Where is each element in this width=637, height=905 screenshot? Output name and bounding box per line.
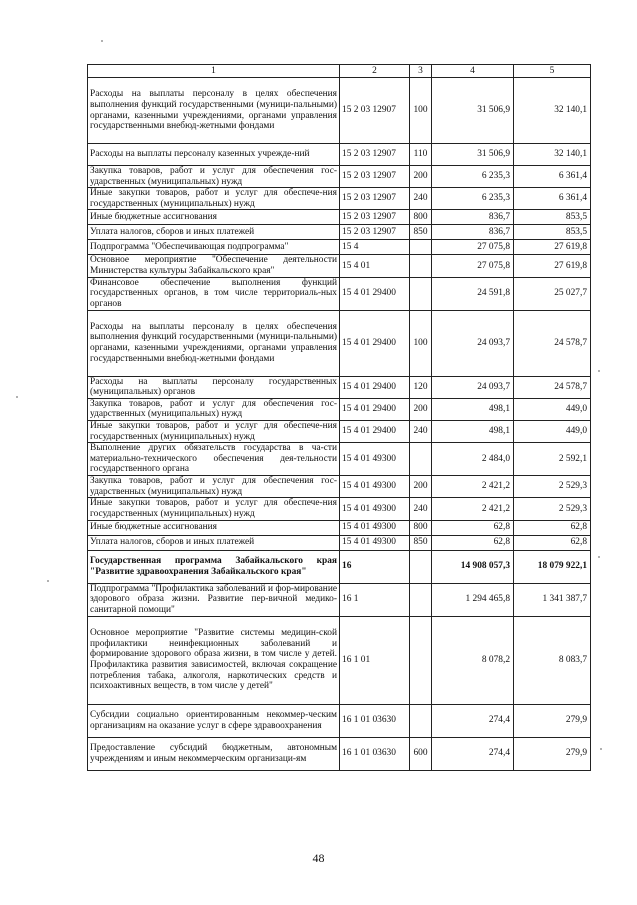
row-name: Подпрограмма "Профилактика заболеваний и фор-мирование здорового образа жизни. Развитие пер-вичной медико-санитарной помощи" — [88, 583, 340, 616]
row-name: Иные закупки товаров, работ и услуг для обеспече-ния государственных (муниципальных) нужд — [88, 420, 340, 442]
row-amount-year2: 27 619,8 — [514, 240, 591, 255]
row-amount-year1: 14 908 057,3 — [432, 550, 514, 583]
row-vr — [410, 255, 432, 277]
row-amount-year2: 2 529,3 — [514, 498, 591, 520]
row-vr — [410, 240, 432, 255]
row-name: Основное мероприятие "Развитие системы медицин-ской профилактики неинфекционных заболеваний и формирование здорового образа жизни, в том числе у детей. Профилактика развития зависимостей, включая сокращение потребления табака, алкоголя, наркотических средств и психоактивных веществ, в том числе у детей" — [88, 616, 340, 704]
row-code: 15 4 01 29400 — [340, 310, 410, 376]
row-name: Закупка товаров, работ и услуг для обеспечения гос-ударственных (муниципальных) нужд — [88, 476, 340, 498]
row-amount-year1: 31 506,9 — [432, 78, 514, 144]
row-amount-year2: 32 140,1 — [514, 144, 591, 166]
row-code: 15 2 03 12907 — [340, 78, 410, 144]
row-amount-year2: 279,9 — [514, 704, 591, 737]
table-row — [88, 704, 591, 737]
scan-speck — [16, 396, 18, 398]
row-vr — [410, 616, 432, 704]
row-name: Предоставление субсидий бюджетным, автономным учреждениям и иным некоммерческим организаци-ям — [88, 737, 340, 770]
row-amount-year2: 18 079 922,1 — [514, 550, 591, 583]
header-col-code: 2 — [340, 65, 410, 78]
row-name: Субсидии социально ориентированным некоммер-ческим организациям на оказание услуг в сфере здравоохранения — [88, 704, 340, 737]
table-row — [88, 476, 591, 498]
row-amount-year1: 24 093,7 — [432, 376, 514, 398]
row-code: 15 4 01 29400 — [340, 398, 410, 420]
row-name: Иные закупки товаров, работ и услуг для обеспече-ния государственных (муниципальных) нужд — [88, 498, 340, 520]
row-code: 15 2 03 12907 — [340, 144, 410, 166]
row-code: 15 4 01 49300 — [340, 520, 410, 535]
table-row — [88, 616, 591, 704]
row-code: 15 2 03 12907 — [340, 225, 410, 240]
row-vr: 600 — [410, 737, 432, 770]
scan-speck — [600, 748, 602, 750]
row-vr — [410, 583, 432, 616]
row-code: 15 2 03 12907 — [340, 166, 410, 188]
row-vr: 850 — [410, 535, 432, 550]
row-amount-year2: 8 083,7 — [514, 616, 591, 704]
row-amount-year1: 274,4 — [432, 737, 514, 770]
budget-sheet — [87, 64, 590, 771]
row-amount-year2: 449,0 — [514, 420, 591, 442]
row-vr: 800 — [410, 210, 432, 225]
page-number: 48 — [312, 851, 325, 865]
budget-table — [87, 64, 591, 771]
row-vr — [410, 443, 432, 476]
row-code: 15 4 01 49300 — [340, 443, 410, 476]
row-amount-year1: 2 484,0 — [432, 443, 514, 476]
row-name: Расходы на выплаты персоналу казенных учрежде-ний — [88, 144, 340, 166]
row-code: 16 1 — [340, 583, 410, 616]
budget-table-body — [88, 65, 591, 771]
row-amount-year2: 62,8 — [514, 535, 591, 550]
table-row — [88, 225, 591, 240]
table-row — [88, 583, 591, 616]
row-code: 15 2 03 12907 — [340, 188, 410, 210]
row-amount-year2: 32 140,1 — [514, 78, 591, 144]
row-amount-year2: 449,0 — [514, 398, 591, 420]
table-row — [88, 310, 591, 376]
row-amount-year1: 1 294 465,8 — [432, 583, 514, 616]
row-vr: 110 — [410, 144, 432, 166]
row-amount-year2: 24 578,7 — [514, 310, 591, 376]
row-amount-year2: 6 361,4 — [514, 188, 591, 210]
table-row — [88, 498, 591, 520]
row-vr — [410, 704, 432, 737]
table-header-row — [88, 65, 591, 78]
table-row — [88, 550, 591, 583]
row-vr: 100 — [410, 78, 432, 144]
row-vr: 200 — [410, 398, 432, 420]
row-code: 16 1 01 03630 — [340, 704, 410, 737]
row-amount-year2: 853,5 — [514, 225, 591, 240]
row-code: 15 4 — [340, 240, 410, 255]
row-name: Финансовое обеспечение выполнения функций государственных органов, в том числе территориаль-ных органов — [88, 277, 340, 310]
row-amount-year1: 6 235,3 — [432, 188, 514, 210]
row-amount-year1: 62,8 — [432, 520, 514, 535]
row-code: 15 4 01 29400 — [340, 376, 410, 398]
table-row — [88, 78, 591, 144]
row-amount-year2: 2 592,1 — [514, 443, 591, 476]
row-code: 15 4 01 49300 — [340, 535, 410, 550]
row-amount-year1: 2 421,2 — [432, 476, 514, 498]
row-name: Выполнение других обязательств государства в ча-сти материально-технического обеспечения дея-тельности государственного органа — [88, 443, 340, 476]
row-amount-year2: 6 361,4 — [514, 166, 591, 188]
row-vr: 200 — [410, 476, 432, 498]
header-col-year2: 5 — [514, 65, 591, 78]
scan-speck — [47, 580, 49, 582]
row-name: Расходы на выплаты персоналу государственных (муниципальных) органов — [88, 376, 340, 398]
row-name: Закупка товаров, работ и услуг для обеспечения гос-ударственных (муниципальных) нужд — [88, 398, 340, 420]
header-col-vr: 3 — [410, 65, 432, 78]
row-amount-year1: 2 421,2 — [432, 498, 514, 520]
table-row — [88, 277, 591, 310]
table-row — [88, 420, 591, 442]
row-amount-year1: 27 075,8 — [432, 255, 514, 277]
row-name: Государственная программа Забайкальского края "Развитие здравоохранения Забайкальского края" — [88, 550, 340, 583]
row-amount-year2: 62,8 — [514, 520, 591, 535]
row-vr: 850 — [410, 225, 432, 240]
row-amount-year2: 24 578,7 — [514, 376, 591, 398]
row-vr — [410, 550, 432, 583]
table-row — [88, 144, 591, 166]
row-amount-year2: 25 027,7 — [514, 277, 591, 310]
row-vr: 100 — [410, 310, 432, 376]
row-name: Уплата налогов, сборов и иных платежей — [88, 225, 340, 240]
table-row — [88, 520, 591, 535]
table-row — [88, 166, 591, 188]
row-amount-year1: 498,1 — [432, 398, 514, 420]
table-row — [88, 210, 591, 225]
scan-speck — [101, 40, 103, 42]
row-vr: 800 — [410, 520, 432, 535]
header-col-name: 1 — [88, 65, 340, 78]
row-amount-year1: 498,1 — [432, 420, 514, 442]
row-vr: 120 — [410, 376, 432, 398]
row-amount-year1: 274,4 — [432, 704, 514, 737]
row-amount-year1: 6 235,3 — [432, 166, 514, 188]
row-amount-year1: 836,7 — [432, 210, 514, 225]
row-amount-year2: 2 529,3 — [514, 476, 591, 498]
row-vr: 200 — [410, 166, 432, 188]
row-code: 16 1 01 — [340, 616, 410, 704]
row-code: 15 4 01 49300 — [340, 476, 410, 498]
table-row — [88, 376, 591, 398]
table-row — [88, 240, 591, 255]
row-name: Расходы на выплаты персоналу в целях обеспечения выполнения функций государственными (муници-пальными) органами, казенными учреждениями, органами управления государственными внебюд-жетными фондами — [88, 310, 340, 376]
row-name: Иные закупки товаров, работ и услуг для обеспече-ния государственных (муниципальных) нужд — [88, 188, 340, 210]
row-code: 15 4 01 — [340, 255, 410, 277]
row-amount-year2: 279,9 — [514, 737, 591, 770]
row-name: Иные бюджетные ассигнования — [88, 210, 340, 225]
row-code: 15 4 01 49300 — [340, 498, 410, 520]
row-amount-year2: 853,5 — [514, 210, 591, 225]
row-vr: 240 — [410, 188, 432, 210]
row-vr: 240 — [410, 420, 432, 442]
row-amount-year1: 24 591,8 — [432, 277, 514, 310]
table-row — [88, 255, 591, 277]
scan-speck — [598, 556, 600, 558]
row-vr: 240 — [410, 498, 432, 520]
row-amount-year1: 27 075,8 — [432, 240, 514, 255]
row-amount-year1: 24 093,7 — [432, 310, 514, 376]
row-amount-year1: 836,7 — [432, 225, 514, 240]
row-name: Расходы на выплаты персоналу в целях обеспечения выполнения функций государственными (муници-пальными) органами, казенными учреждениями, органами управления государственными внебюд-жетными фондами — [88, 78, 340, 144]
table-row — [88, 398, 591, 420]
header-col-year1: 4 — [432, 65, 514, 78]
row-vr — [410, 277, 432, 310]
row-name: Закупка товаров, работ и услуг для обеспечения гос-ударственных (муниципальных) нужд — [88, 166, 340, 188]
row-code: 15 2 03 12907 — [340, 210, 410, 225]
row-amount-year2: 1 341 387,7 — [514, 583, 591, 616]
row-name: Подпрограмма "Обеспечивающая подпрограмма" — [88, 240, 340, 255]
row-code: 16 1 01 03630 — [340, 737, 410, 770]
table-row — [88, 535, 591, 550]
row-amount-year1: 62,8 — [432, 535, 514, 550]
table-row — [88, 188, 591, 210]
row-code: 16 — [340, 550, 410, 583]
row-name: Уплата налогов, сборов и иных платежей — [88, 535, 340, 550]
row-amount-year1: 31 506,9 — [432, 144, 514, 166]
row-amount-year1: 8 078,2 — [432, 616, 514, 704]
table-row — [88, 737, 591, 770]
row-name: Иные бюджетные ассигнования — [88, 520, 340, 535]
row-amount-year2: 27 619,8 — [514, 255, 591, 277]
row-code: 15 4 01 29400 — [340, 420, 410, 442]
row-name: Основное мероприятие "Обеспечение деятельности Министерства культуры Забайкальского края" — [88, 255, 340, 277]
row-code: 15 4 01 29400 — [340, 277, 410, 310]
scan-speck — [598, 370, 600, 372]
table-row — [88, 443, 591, 476]
